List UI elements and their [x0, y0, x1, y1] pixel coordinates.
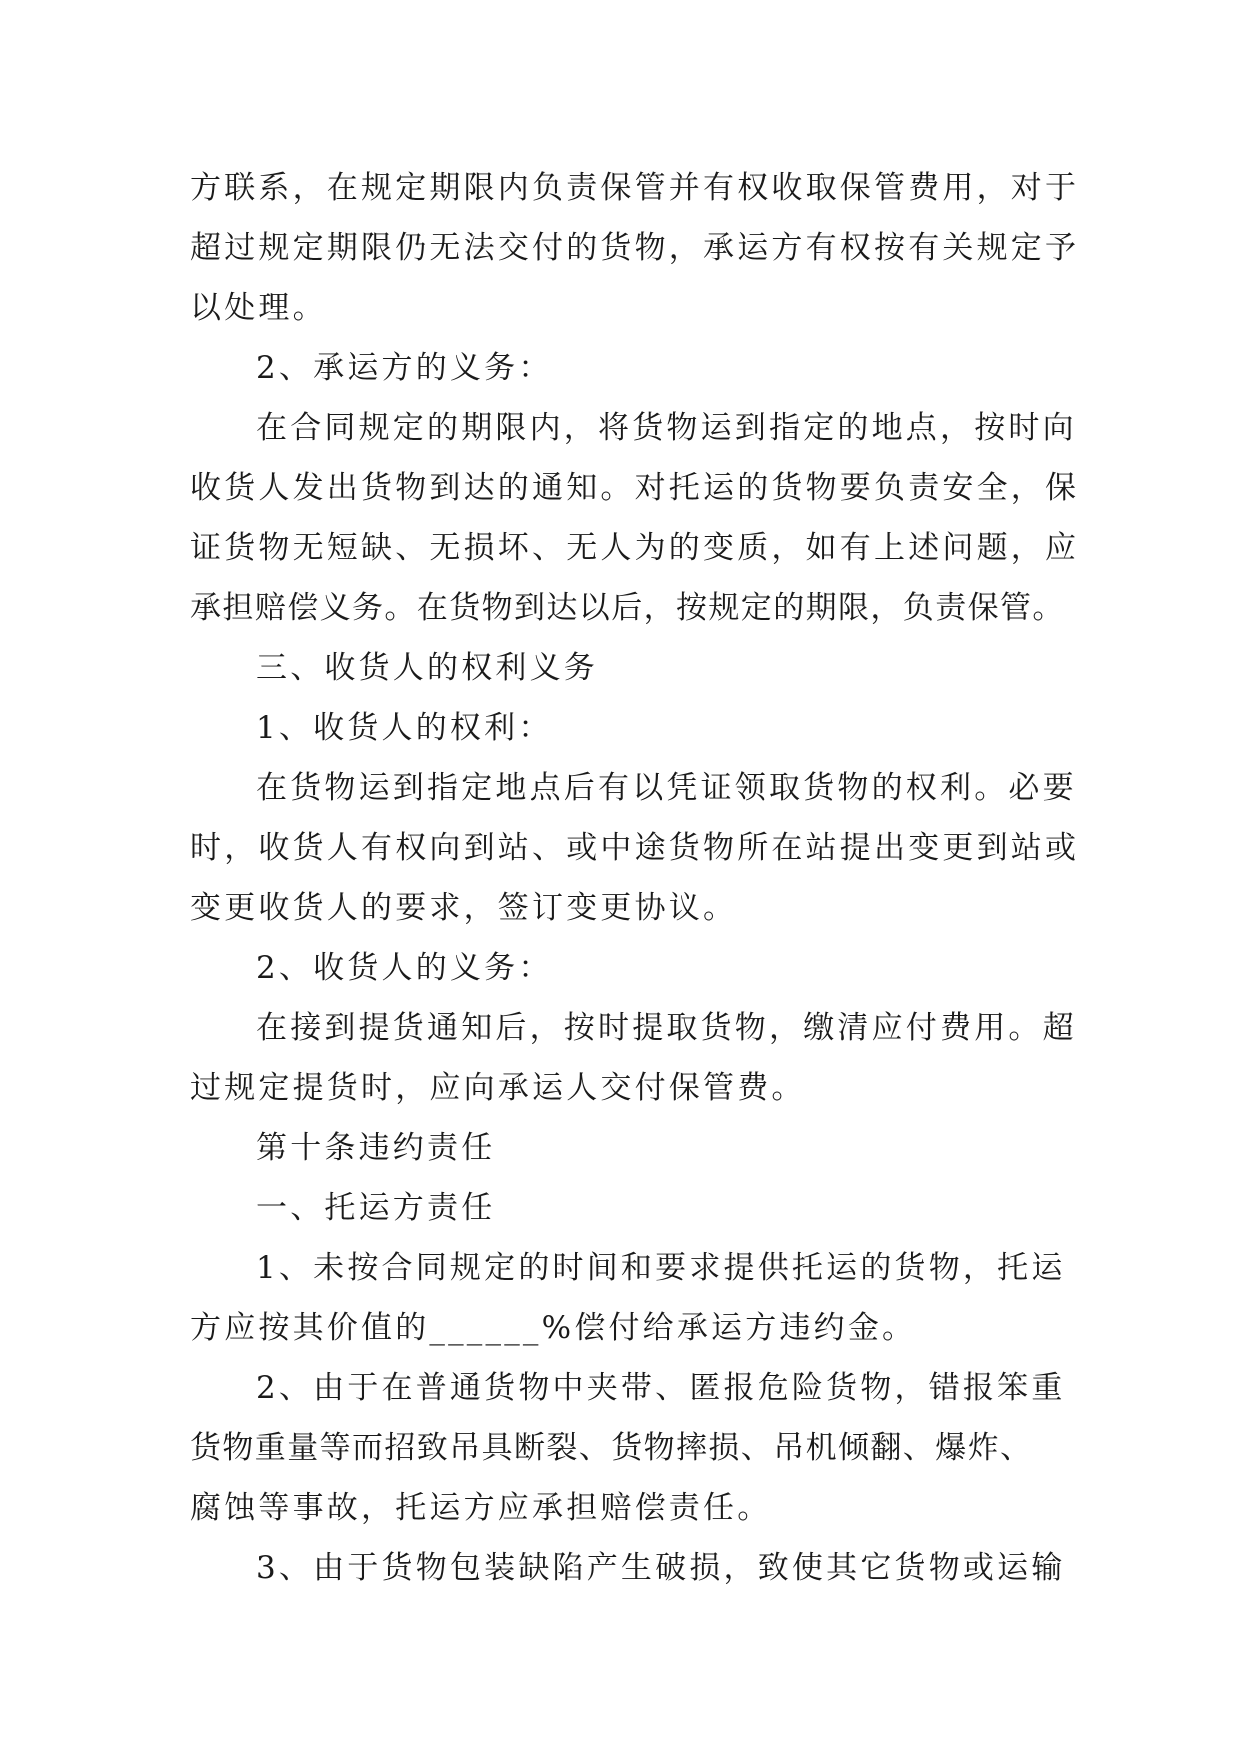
paragraph-line: 时，收货人有权向到站、或中途货物所在站提出变更到站或 — [190, 830, 1080, 866]
article-heading: 第十条违约责任 — [256, 1130, 496, 1166]
paragraph-line: 在货物运到指定地点后有以凭证领取货物的权利。必要 — [256, 770, 1077, 806]
paragraph-line: 证货物无短缺、无损坏、无人为的变质，如有上述问题，应 — [190, 530, 1080, 566]
paragraph-line: 承担赔偿义务。在货物到达以后，按规定的期限，负责保管。 — [190, 590, 1065, 626]
paragraph-line: 方应按其价值的______%偿付给承运方违约金。 — [190, 1310, 917, 1346]
paragraph-line: 在接到提货通知后，按时提取货物，缴清应付费用。超 — [256, 1010, 1077, 1046]
paragraph-line: 收货人发出货物到达的通知。对托运的货物要负责安全，保 — [190, 470, 1080, 506]
paragraph-line: 在合同规定的期限内，将货物运到指定的地点，按时向 — [256, 410, 1077, 446]
paragraph-line: 货物重量等而招致吊具断裂、货物摔损、吊机倾翻、爆炸、 — [190, 1430, 1033, 1466]
section-heading: 1、收货人的权利： — [256, 710, 553, 746]
section-heading: 2、收货人的义务： — [256, 950, 553, 986]
section-heading: 2、承运方的义务： — [256, 350, 553, 386]
section-heading: 一、托运方责任 — [256, 1190, 496, 1226]
document-body — [190, 158, 1080, 1598]
paragraph-line: 过规定提货时，应向承运人交付保管费。 — [190, 1070, 806, 1106]
paragraph-line: 腐蚀等事故，托运方应承担赔偿责任。 — [190, 1490, 772, 1526]
paragraph-line: 1、未按合同规定的时间和要求提供托运的货物，托运 — [256, 1250, 1066, 1286]
section-heading: 三、收货人的权利义务 — [256, 650, 598, 686]
paragraph-line: 方联系，在规定期限内负责保管并有权收取保管费用，对于 — [190, 170, 1080, 206]
paragraph-line: 变更收货人的要求，签订变更协议。 — [190, 890, 738, 926]
paragraph-line: 以处理。 — [190, 290, 327, 326]
paragraph-line: 2、由于在普通货物中夹带、匿报危险货物，错报笨重 — [256, 1370, 1066, 1406]
paragraph-line: 3、由于货物包装缺陷产生破损，致使其它货物或运输 — [256, 1550, 1066, 1586]
paragraph-line: 超过规定期限仍无法交付的货物，承运方有权按有关规定予 — [190, 230, 1080, 266]
